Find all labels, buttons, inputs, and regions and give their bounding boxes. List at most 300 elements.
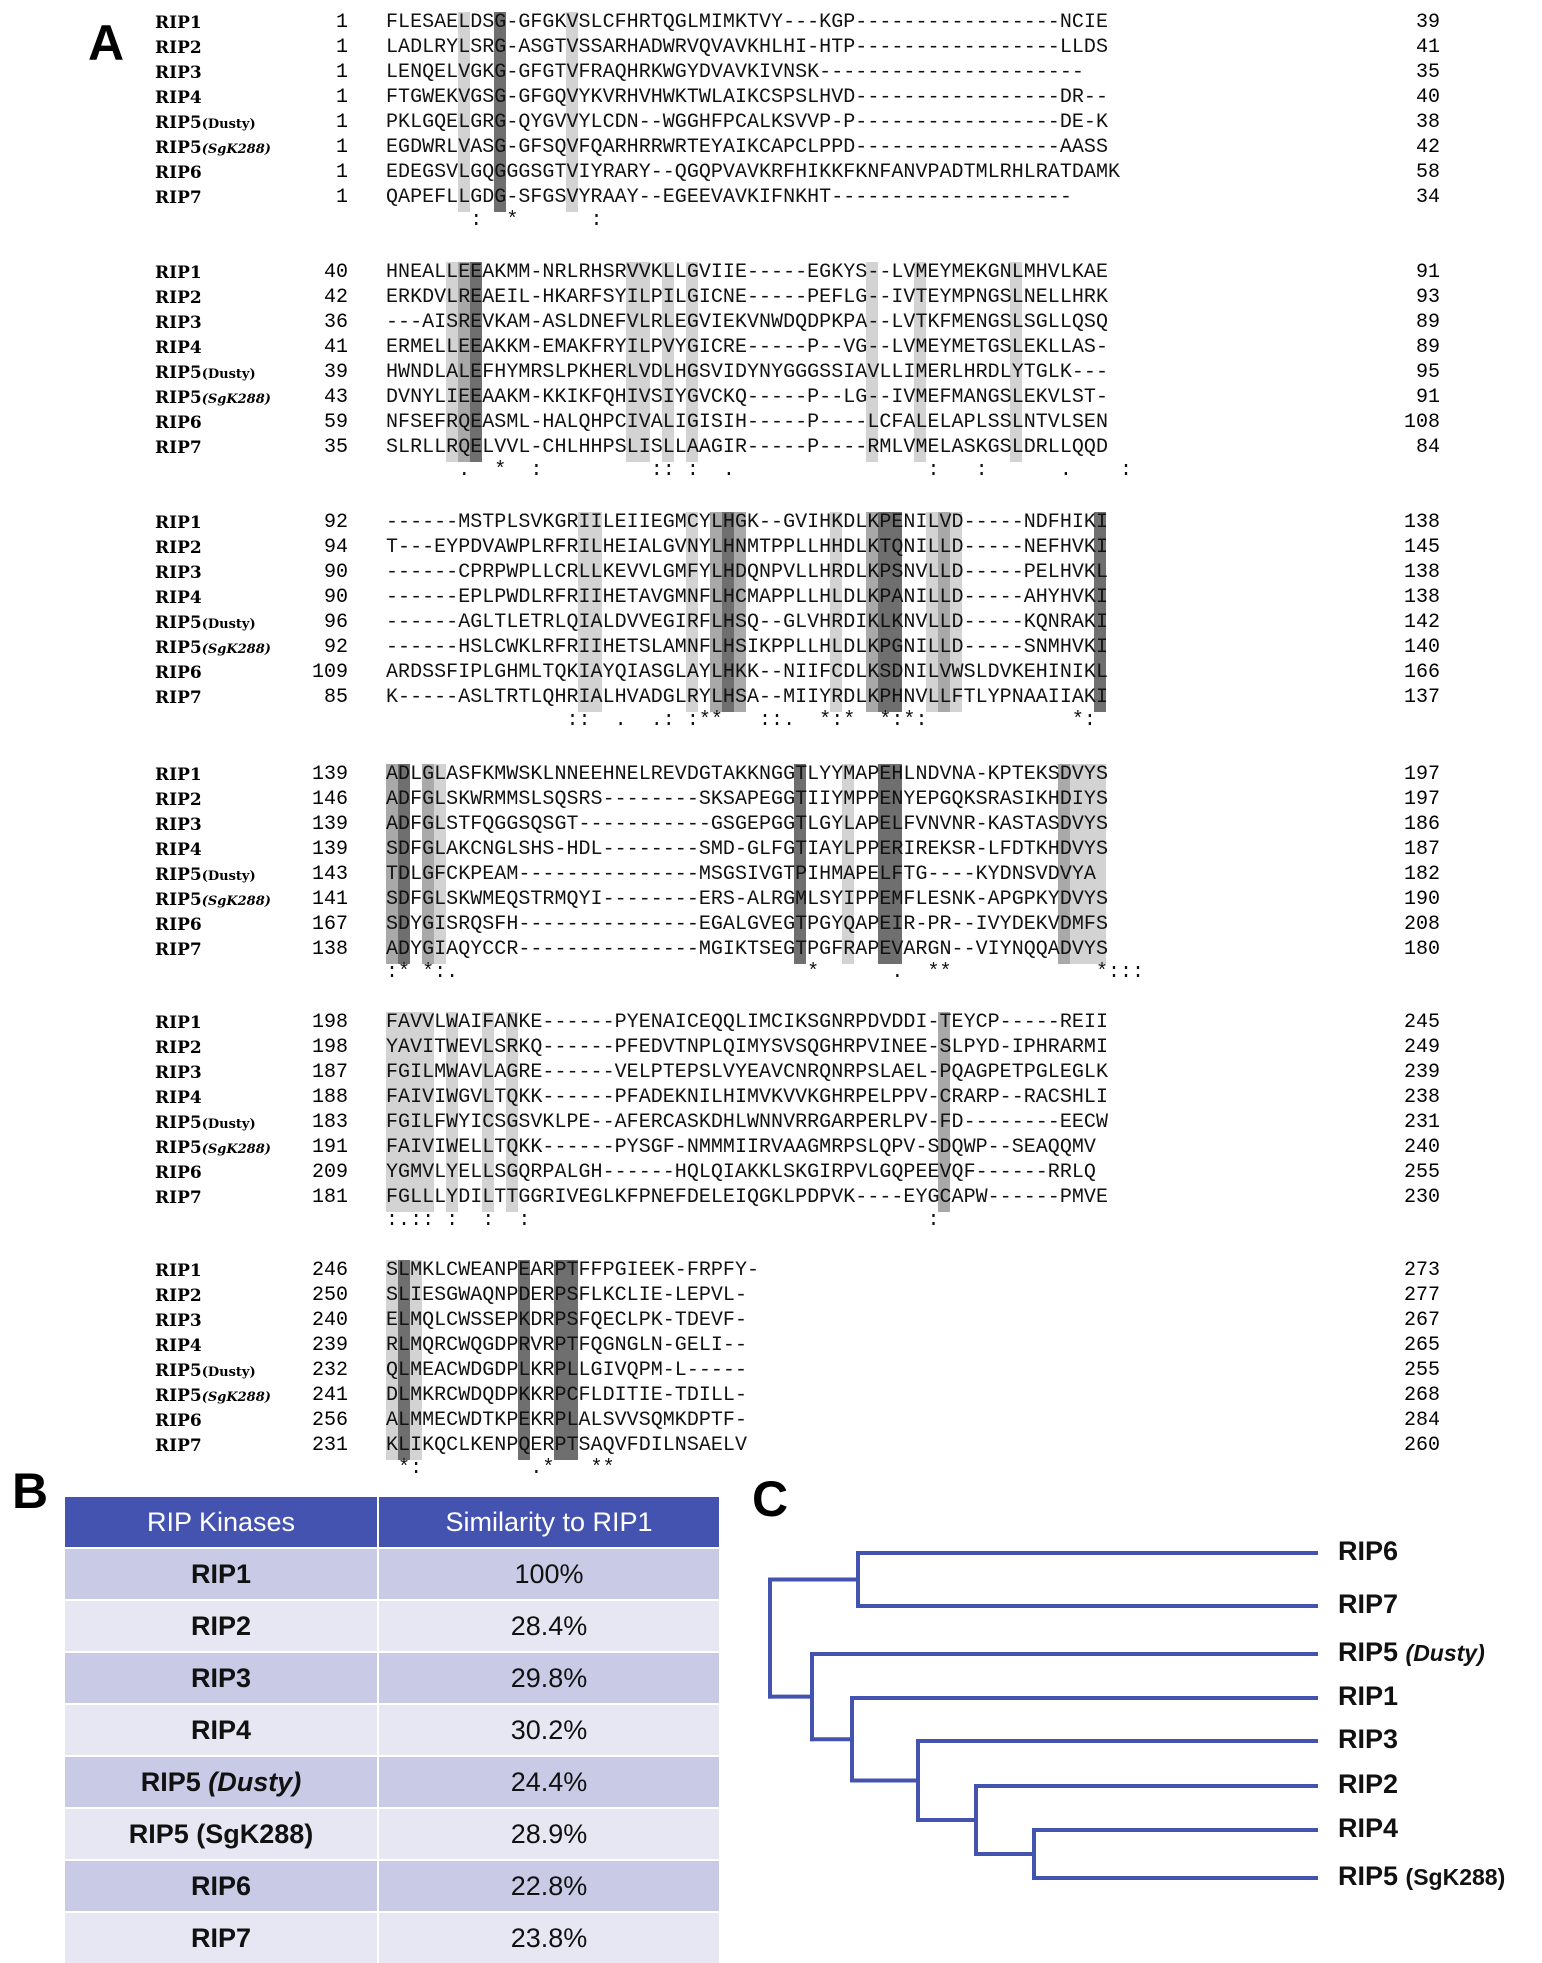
sequence-name: RIP4 xyxy=(155,88,202,108)
alignment-row xyxy=(0,337,1542,362)
sequence-name: RIP6 xyxy=(155,1411,202,1431)
sequence-start-position: 231 xyxy=(311,1434,348,1457)
sequence-start-position: 167 xyxy=(311,913,348,936)
alignment-row xyxy=(0,87,1542,112)
table-row xyxy=(65,1860,720,1912)
sequence-end-position: 249 xyxy=(1403,1036,1440,1059)
table-row xyxy=(65,1600,720,1652)
sequence-start-position: 35 xyxy=(323,436,348,459)
sequence-end-position: 230 xyxy=(1403,1186,1440,1209)
sequence-residues: ADFGLSTFQGGSQSGT-----------GSGEPGGTLGYLAPELFVNVNR-KASTASDVYS xyxy=(386,813,1108,836)
similarity-table xyxy=(65,1497,721,1963)
sequence-name-suffix: (SgK288) xyxy=(201,894,271,909)
sequence-name-suffix: (Dusty) xyxy=(201,367,256,382)
sequence-name: RIP7 xyxy=(155,1188,202,1208)
sequence-residues: T---EYPDVAWPLRFRILHEIALGVNYLHNMTPPLLHHDLKTQNILLD-----NEFHVKI xyxy=(386,536,1108,559)
similarity-value-cell: 100% xyxy=(378,1548,720,1600)
sequence-end-position: 91 xyxy=(1415,261,1440,284)
alignment-row xyxy=(0,512,1542,537)
alignment-row xyxy=(0,1335,1542,1360)
sequence-residues: ERMELLEEAKKM-EMAKFRYILPVYGICRE-----P--VG--LVMEYMETGSLEKLLAS- xyxy=(386,336,1108,359)
sequence-end-position: 84 xyxy=(1415,436,1440,459)
sequence-start-position: 240 xyxy=(311,1309,348,1332)
sequence-name: RIP5(Dusty) xyxy=(155,865,256,885)
sequence-residues: ------MSTPLSVKGRIILEIIEGMCYLHGK--GVIHKDLKPENILVD-----NDFHIKI xyxy=(386,511,1108,534)
sequence-end-position: 186 xyxy=(1403,813,1440,836)
sequence-residues: FAVVLWAIFANKE------PYENAICEQQLIMCIKSGNRPDVDDI-TEYCP-----REII xyxy=(386,1011,1108,1034)
sequence-end-position: 41 xyxy=(1415,36,1440,59)
sequence-residues: HNEALLEEAKMM-NRLRHSRVVKLLGVIIE-----EGKYS--LVMEYMEKGNLMHVLKAE xyxy=(386,261,1108,284)
sequence-name: RIP4 xyxy=(155,1088,202,1108)
sequence-name: RIP5(Dusty) xyxy=(155,1113,256,1133)
sequence-residues: ALMMECWDTKPEKRPLALSVVSQMKDPTF- xyxy=(386,1409,747,1432)
sequence-end-position: 208 xyxy=(1403,913,1440,936)
sequence-end-position: 39 xyxy=(1415,11,1440,34)
sequence-name: RIP7 xyxy=(155,688,202,708)
alignment-row xyxy=(0,137,1542,162)
table-row xyxy=(65,1548,720,1600)
sequence-name: RIP5(Dusty) xyxy=(155,363,256,383)
sequence-residues: RLMQRCWQGDPRVRPTFQGNGLN-GELI-- xyxy=(386,1334,747,1357)
sequence-residues: EGDWRLVASG-GFSQVFQARHRRWRTEYAIKCAPCLPPD-----------------AASS xyxy=(386,136,1108,159)
sequence-residues: ---AISREVKAM-ASLDNEFVLRLEGVIEKVNWDQDPKPA--LVTKFMENGSLSGLLQSQ xyxy=(386,311,1108,334)
sequence-end-position: 142 xyxy=(1403,611,1440,634)
sequence-residues: K-----ASLTRTLQHRIALHVADGLRYLHSA--MIIYRDLKPHNVLLFTLYPNAAIIAKI xyxy=(386,686,1108,709)
sequence-name-suffix: (Dusty) xyxy=(201,117,256,132)
alignment-block xyxy=(0,512,1542,747)
sequence-end-position: 197 xyxy=(1403,763,1440,786)
sequence-start-position: 256 xyxy=(311,1409,348,1432)
tree-leaf-label: RIP5 (Dusty) xyxy=(1338,1637,1485,1667)
sequence-start-position: 183 xyxy=(311,1111,348,1134)
sequence-start-position: 187 xyxy=(311,1061,348,1084)
tree-leaf-suffix: (Dusty) xyxy=(1405,1640,1485,1666)
table-header-row xyxy=(65,1497,720,1548)
sequence-name: RIP4 xyxy=(155,1336,202,1356)
alignment-row xyxy=(0,562,1542,587)
sequence-end-position: 182 xyxy=(1403,863,1440,886)
sequence-end-position: 145 xyxy=(1403,536,1440,559)
sequence-name: RIP2 xyxy=(155,790,202,810)
sequence-start-position: 232 xyxy=(311,1359,348,1382)
alignment-row xyxy=(0,112,1542,137)
sequence-residues: DVNYLIEEAAKM-KKIKFQHIVSIYGVCKQ-----P--LG--IVMEFMANGSLEKVLST- xyxy=(386,386,1108,409)
sequence-end-position: 231 xyxy=(1403,1111,1440,1134)
alignment-row xyxy=(0,587,1542,612)
alignment-row xyxy=(0,662,1542,687)
sequence-name-suffix: (Dusty) xyxy=(201,1117,256,1132)
alignment-row xyxy=(0,362,1542,387)
table-row xyxy=(65,1808,720,1860)
sequence-name: RIP5(Dusty) xyxy=(155,613,256,633)
sequence-start-position: 139 xyxy=(311,838,348,861)
tree-leaf-label: RIP6 xyxy=(1338,1536,1399,1566)
alignment-row xyxy=(0,1260,1542,1285)
similarity-value-cell: 30.2% xyxy=(378,1704,720,1756)
alignment-row xyxy=(0,312,1542,337)
sequence-start-position: 141 xyxy=(311,888,348,911)
kinase-name-cell: RIP1 xyxy=(65,1548,378,1600)
sequence-end-position: 265 xyxy=(1403,1334,1440,1357)
table-row xyxy=(65,1704,720,1756)
table-row xyxy=(65,1652,720,1704)
sequence-name: RIP1 xyxy=(155,263,202,283)
alignment-row xyxy=(0,1310,1542,1335)
sequence-residues: ARDSSFIPLGHMLTQKIAYQIASGLAYLHKK--NIIFCDLKSDNILVWSLDVKEHINIKL xyxy=(386,661,1108,684)
sequence-end-position: 240 xyxy=(1403,1136,1440,1159)
alignment-row xyxy=(0,637,1542,662)
kinase-name-cell: RIP4 xyxy=(65,1704,378,1756)
sequence-name: RIP1 xyxy=(155,765,202,785)
alignment-row xyxy=(0,1410,1542,1435)
sequence-name-suffix: (SgK288) xyxy=(201,1390,271,1405)
sequence-start-position: 1 xyxy=(335,86,348,109)
sequence-name: RIP2 xyxy=(155,38,202,58)
sequence-end-position: 137 xyxy=(1403,686,1440,709)
sequence-start-position: 146 xyxy=(311,788,348,811)
sequence-start-position: 198 xyxy=(311,1011,348,1034)
sequence-end-position: 138 xyxy=(1403,511,1440,534)
alignment-row xyxy=(0,37,1542,62)
sequence-start-position: 96 xyxy=(323,611,348,634)
sequence-end-position: 260 xyxy=(1403,1434,1440,1457)
sequence-end-position: 245 xyxy=(1403,1011,1440,1034)
alignment-row xyxy=(0,162,1542,187)
sequence-start-position: 39 xyxy=(323,361,348,384)
sequence-residues: ELMQLCWSSEPKDRPSFQECLPK-TDEVF- xyxy=(386,1309,747,1332)
sequence-residues: QAPEFLLGDG-SFGSVYRAAY--EGEEVAVKIFNKHT-------------------- xyxy=(386,186,1072,209)
sequence-name: RIP1 xyxy=(155,1261,202,1281)
sequence-start-position: 1 xyxy=(335,11,348,34)
alignment-row xyxy=(0,889,1542,914)
sequence-end-position: 255 xyxy=(1403,1359,1440,1382)
sequence-start-position: 1 xyxy=(335,36,348,59)
sequence-end-position: 89 xyxy=(1415,336,1440,359)
tree-leaf-label: RIP4 xyxy=(1338,1813,1399,1843)
sequence-end-position: 255 xyxy=(1403,1161,1440,1184)
sequence-residues: LADLRYLSRG-ASGTVSSARHADWRVQVAVKHLHI-HTP-----------------LLDS xyxy=(386,36,1108,59)
sequence-residues: HWNDLALEFHYMRSLPKHERLVDLHGSVIDYNYGGGSSIAVLLIMERLHRDLYTGLK--- xyxy=(386,361,1108,384)
sequence-start-position: 191 xyxy=(311,1136,348,1159)
alignment-row xyxy=(0,262,1542,287)
sequence-residues: ERKDVLREAEIL-HKARFSYILPILGICNE-----PEFLG--IVTEYMPNGSLNELLHRK xyxy=(386,286,1108,309)
sequence-name: RIP3 xyxy=(155,313,202,333)
sequence-name-suffix: (SgK288) xyxy=(201,1142,271,1157)
sequence-name-suffix: (SgK288) xyxy=(201,142,271,157)
sequence-end-position: 239 xyxy=(1403,1061,1440,1084)
sequence-start-position: 92 xyxy=(323,511,348,534)
sequence-residues: EDEGSVLGQGGGSGTVIYRARY--QGQPVAVKRFHIKKFKNFANVPADTMLRHLRATDAMK xyxy=(386,161,1121,184)
sequence-residues: FGLLLYDILTTGGRIVEGLKFPNEFDELEIQGKLPDPVK----EYGCAPW------PMVE xyxy=(386,1186,1108,1209)
tree-leaf-label: RIP1 xyxy=(1338,1681,1399,1711)
header-similarity: Similarity to RIP1 xyxy=(378,1497,720,1548)
sequence-end-position: 91 xyxy=(1415,386,1440,409)
alignment-row xyxy=(0,1137,1542,1162)
sequence-end-position: 89 xyxy=(1415,311,1440,334)
sequence-start-position: 36 xyxy=(323,311,348,334)
sequence-name: RIP4 xyxy=(155,588,202,608)
sequence-start-position: 41 xyxy=(323,336,348,359)
sequence-name: RIP1 xyxy=(155,513,202,533)
sequence-start-position: 143 xyxy=(311,863,348,886)
sequence-name: RIP2 xyxy=(155,1286,202,1306)
similarity-value-cell: 29.8% xyxy=(378,1652,720,1704)
similarity-value-cell: 24.4% xyxy=(378,1756,720,1808)
alignment-row xyxy=(0,914,1542,939)
sequence-end-position: 40 xyxy=(1415,86,1440,109)
alignment-row xyxy=(0,1112,1542,1137)
sequence-end-position: 166 xyxy=(1403,661,1440,684)
sequence-name: RIP1 xyxy=(155,13,202,33)
panel-label-c: C xyxy=(752,1471,789,1527)
tree-leaf-label: RIP3 xyxy=(1338,1724,1399,1754)
alignment-row xyxy=(0,1285,1542,1310)
sequence-start-position: 181 xyxy=(311,1186,348,1209)
sequence-name: RIP6 xyxy=(155,915,202,935)
header-rip-kinases: RIP Kinases xyxy=(65,1497,378,1548)
sequence-residues: QLMEACWDGDPLKRPLLGIVQPM-L----- xyxy=(386,1359,747,1382)
panel-label-b: B xyxy=(12,1463,49,1519)
sequence-name: RIP2 xyxy=(155,538,202,558)
alignment-row xyxy=(0,1037,1542,1062)
sequence-start-position: 90 xyxy=(323,561,348,584)
alignment-row xyxy=(0,387,1542,412)
sequence-name-suffix: (SgK288) xyxy=(201,642,271,657)
sequence-end-position: 138 xyxy=(1403,561,1440,584)
alignment-row xyxy=(0,1087,1542,1112)
panel-label-a: A xyxy=(88,15,125,71)
sequence-end-position: 34 xyxy=(1415,186,1440,209)
sequence-end-position: 190 xyxy=(1403,888,1440,911)
sequence-end-position: 35 xyxy=(1415,61,1440,84)
sequence-start-position: 139 xyxy=(311,763,348,786)
alignment-block xyxy=(0,12,1542,247)
similarity-value-cell: 28.9% xyxy=(378,1808,720,1860)
sequence-residues: FLESAELDSG-GFGKVSLCFHRTQGLMIMKTVY---KGP-----------------NCIE xyxy=(386,11,1108,34)
alignment-block xyxy=(0,764,1542,999)
alignment-block xyxy=(0,262,1542,497)
sequence-name: RIP6 xyxy=(155,413,202,433)
sequence-name: RIP5(SgK288) xyxy=(155,1138,271,1158)
sequence-start-position: 1 xyxy=(335,161,348,184)
sequence-residues: DLMKRCWDQDPKKRPCFLDITIE-TDILL- xyxy=(386,1384,747,1407)
sequence-end-position: 273 xyxy=(1403,1259,1440,1282)
sequence-residues: FGILFWYICSGSVKLPE--AFERCASKDHLWNNVRRGARPERLPV-FD--------EECW xyxy=(386,1111,1108,1134)
sequence-start-position: 90 xyxy=(323,586,348,609)
kinase-name-cell: RIP7 xyxy=(65,1912,378,1963)
sequence-residues: ------EPLPWDLRFRIIHETAVGMNFLHCMAPPLLHLDLKPANILLD-----AHYHVKI xyxy=(386,586,1108,609)
alignment-row xyxy=(0,789,1542,814)
kinase-name-cell: RIP2 xyxy=(65,1600,378,1652)
alignment-row xyxy=(0,287,1542,312)
sequence-name: RIP7 xyxy=(155,438,202,458)
sequence-start-position: 241 xyxy=(311,1384,348,1407)
similarity-table-panel xyxy=(65,1497,721,1963)
kinase-name-cell: RIP5 (Dusty) xyxy=(65,1756,378,1808)
sequence-start-position: 85 xyxy=(323,686,348,709)
consensus-line: :* *:. * . ** *::: xyxy=(386,961,1145,984)
sequence-start-position: 42 xyxy=(323,286,348,309)
sequence-end-position: 95 xyxy=(1415,361,1440,384)
alignment-row xyxy=(0,187,1542,212)
sequence-name: RIP3 xyxy=(155,1063,202,1083)
sequence-name: RIP3 xyxy=(155,815,202,835)
sequence-end-position: 187 xyxy=(1403,838,1440,861)
alignment-row xyxy=(0,764,1542,789)
sequence-name: RIP3 xyxy=(155,563,202,583)
sequence-start-position: 1 xyxy=(335,111,348,134)
sequence-end-position: 38 xyxy=(1415,111,1440,134)
sequence-end-position: 267 xyxy=(1403,1309,1440,1332)
sequence-end-position: 268 xyxy=(1403,1384,1440,1407)
sequence-start-position: 139 xyxy=(311,813,348,836)
sequence-name: RIP6 xyxy=(155,663,202,683)
sequence-start-position: 246 xyxy=(311,1259,348,1282)
alignment-block xyxy=(0,1012,1542,1247)
sequence-start-position: 43 xyxy=(323,386,348,409)
sequence-residues: ------CPRPWPLLCRLLKEVVLGMFYLHDQNPVLLHRDLKPSNVLLD-----PELHVKL xyxy=(386,561,1108,584)
sequence-residues: SLIESGWAQNPDERPSFLKCLIE-LEPVL- xyxy=(386,1284,747,1307)
sequence-residues: SDFGLAKCNGLSHS-HDL--------SMD-GLFGTIAYLPPERIREKSR-LFDTKHDVYS xyxy=(386,838,1108,861)
sequence-end-position: 138 xyxy=(1403,586,1440,609)
sequence-start-position: 109 xyxy=(311,661,348,684)
sequence-start-position: 188 xyxy=(311,1086,348,1109)
consensus-line: :: . .: :** ::. *:* *:*: *: xyxy=(386,709,1096,732)
sequence-name: RIP5(SgK288) xyxy=(155,388,271,408)
table-row xyxy=(65,1912,720,1963)
sequence-residues: TDLGFCKPEAM---------------MSGSIVGTPIHMAPELFTG----KYDNSVDVYA xyxy=(386,863,1096,886)
sequence-residues: PKLGQELGRG-QYGVVYLCDN--WGGHFPCALKSVVP-P-----------------DE-K xyxy=(386,111,1108,134)
kinase-name-cell: RIP5 (SgK288) xyxy=(65,1808,378,1860)
alignment-row xyxy=(0,62,1542,87)
sequence-name: RIP5(SgK288) xyxy=(155,638,271,658)
sequence-start-position: 198 xyxy=(311,1036,348,1059)
sequence-name: RIP5(SgK288) xyxy=(155,138,271,158)
sequence-name-suffix: (SgK288) xyxy=(201,392,271,407)
sequence-name: RIP6 xyxy=(155,1163,202,1183)
sequence-start-position: 1 xyxy=(335,136,348,159)
sequence-name: RIP5(SgK288) xyxy=(155,1386,271,1406)
tree-leaf-label: RIP2 xyxy=(1338,1769,1399,1799)
alignment-row xyxy=(0,864,1542,889)
alignment-row xyxy=(0,1360,1542,1385)
sequence-name-suffix: (Dusty) xyxy=(201,617,256,632)
sequence-residues: SLRLLRQELVVL-CHLHHPSLISLLAAGIR-----P----RMLVMELASKGSLDRLLQQD xyxy=(386,436,1108,459)
alignment-row xyxy=(0,1162,1542,1187)
sequence-residues: FTGWEKVGSG-GFGQVYKVRHVHWKTWLAIKCSPSLHVD-----------------DR-- xyxy=(386,86,1108,109)
phylogenetic-tree-panel xyxy=(740,1500,1542,1952)
sequence-name: RIP4 xyxy=(155,338,202,358)
sequence-name: RIP4 xyxy=(155,840,202,860)
tree-leaf-suffix: (SgK288) xyxy=(1405,1864,1506,1890)
sequence-name-suffix: (Dusty) xyxy=(201,869,256,884)
similarity-value-cell: 23.8% xyxy=(378,1912,720,1963)
alignment-row xyxy=(0,1012,1542,1037)
sequence-name: RIP1 xyxy=(155,1013,202,1033)
sequence-residues: SDYGISRQSFH---------------EGALGVEGTPGYQAPEIR-PR--IVYDEKVDMFS xyxy=(386,913,1108,936)
sequence-end-position: 238 xyxy=(1403,1086,1440,1109)
sequence-end-position: 180 xyxy=(1403,938,1440,961)
sequence-end-position: 197 xyxy=(1403,788,1440,811)
kinase-name-cell: RIP3 xyxy=(65,1652,378,1704)
sequence-residues: LENQELVGKG-GFGTVFRAQHRKWGYDVAVKIVNSK---------------------- xyxy=(386,61,1084,84)
sequence-name: RIP5(Dusty) xyxy=(155,1361,256,1381)
sequence-residues: ADYGIAQYCCR---------------MGIKTSEGTPGFRAPEVARGN--VIYNQQADVYS xyxy=(386,938,1108,961)
sequence-start-position: 1 xyxy=(335,61,348,84)
sequence-end-position: 58 xyxy=(1415,161,1440,184)
sequence-name-suffix: (Dusty) xyxy=(201,1365,256,1380)
sequence-start-position: 138 xyxy=(311,938,348,961)
sequence-start-position: 1 xyxy=(335,186,348,209)
similarity-value-cell: 28.4% xyxy=(378,1600,720,1652)
sequence-residues: FAIVIWELLTQKK------PYSGF-NMMMIIRVAAGMRPSLQPV-SDQWP--SEAQQMV xyxy=(386,1136,1096,1159)
sequence-name: RIP7 xyxy=(155,188,202,208)
sequence-end-position: 277 xyxy=(1403,1284,1440,1307)
sequence-residues: ADFGLSKWRMMSLSQSRS--------SKSAPEGGTIIYMPPENYEPGQKSRASIKHDIYS xyxy=(386,788,1108,811)
sequence-residues: YAVITWEVLSRKQ------PFEDVTNPLQIMYSVSQGHRPVINEE-SLPYD-IPHRARMI xyxy=(386,1036,1108,1059)
sequence-name: RIP2 xyxy=(155,1038,202,1058)
sequence-start-position: 239 xyxy=(311,1334,348,1357)
sequence-end-position: 93 xyxy=(1415,286,1440,309)
sequence-residues: KLIKQCLKENPQERPTSAQVFDILNSAELV xyxy=(386,1434,747,1457)
sequence-residues: YGMVLYELLSGQRPALGH------HQLQIAKKLSKGIRPVLGQPEEVQF------RRLQ xyxy=(386,1161,1096,1184)
alignment-row xyxy=(0,839,1542,864)
sequence-end-position: 42 xyxy=(1415,136,1440,159)
sequence-end-position: 284 xyxy=(1403,1409,1440,1432)
sequence-residues: SDFGLSKWMEQSTRMQYI--------ERS-ALRGMLSYIPPEMFLESNK-APGPKYDVYS xyxy=(386,888,1108,911)
alignment-row xyxy=(0,1062,1542,1087)
consensus-line: :.:: : : : : xyxy=(386,1209,940,1232)
sequence-name: RIP3 xyxy=(155,1311,202,1331)
consensus-line: . * : :: : . : : . : xyxy=(386,459,1133,482)
sequence-name: RIP5(Dusty) xyxy=(155,113,256,133)
sequence-start-position: 92 xyxy=(323,636,348,659)
consensus-line: *: .* ** xyxy=(386,1457,615,1480)
sequence-residues: SLMKLCWEANPEARPTFFPGIEEK-FRPFY- xyxy=(386,1259,760,1282)
tree-leaf-label: RIP5 (SgK288) xyxy=(1338,1861,1506,1891)
alignment-row xyxy=(0,537,1542,562)
alignment-row xyxy=(0,1435,1542,1460)
sequence-start-position: 59 xyxy=(323,411,348,434)
sequence-residues: NFSEFRQEASML-HALQHPCIVALIGISIH-----P----LCFALELAPLSSLNTVLSEN xyxy=(386,411,1108,434)
alignment-row xyxy=(0,12,1542,37)
kinase-name-suffix: (Dusty) xyxy=(208,1766,302,1797)
sequence-residues: FAIVIWGVLTQKK------PFADEKNILHIMVKVVKGHRPELPPV-CRARP--RACSHLI xyxy=(386,1086,1108,1109)
sequence-name: RIP2 xyxy=(155,288,202,308)
sequence-residues: ADLGLASFKMWSKLNNEEHNELREVDGTAKKNGGTLYYMAPEHLNDVNA-KPTEKSDVYS xyxy=(386,763,1108,786)
kinase-name-cell: RIP6 xyxy=(65,1860,378,1912)
sequence-end-position: 140 xyxy=(1403,636,1440,659)
sequence-name: RIP5(SgK288) xyxy=(155,890,271,910)
alignment-row xyxy=(0,1385,1542,1410)
table-row xyxy=(65,1756,720,1808)
similarity-value-cell: 22.8% xyxy=(378,1860,720,1912)
sequence-residues: ------AGLTLETRLQIALDVVEGIRFLHSQ--GLVHRDIKLKNVLLD-----KQNRAKI xyxy=(386,611,1108,634)
alignment-block xyxy=(0,1260,1542,1495)
sequence-start-position: 94 xyxy=(323,536,348,559)
alignment-row xyxy=(0,612,1542,637)
alignment-row xyxy=(0,412,1542,437)
sequence-name: RIP7 xyxy=(155,1436,202,1456)
alignment-row xyxy=(0,814,1542,839)
sequence-name: RIP7 xyxy=(155,940,202,960)
sequence-start-position: 250 xyxy=(311,1284,348,1307)
sequence-name: RIP3 xyxy=(155,63,202,83)
sequence-residues: FGILMWAVLAGRE------VELPTEPSLVYEAVCNRQNRPSLAEL-PQAGPETPGLEGLK xyxy=(386,1061,1108,1084)
sequence-start-position: 209 xyxy=(311,1161,348,1184)
consensus-line: : * : xyxy=(386,209,603,232)
sequence-name: RIP6 xyxy=(155,163,202,183)
